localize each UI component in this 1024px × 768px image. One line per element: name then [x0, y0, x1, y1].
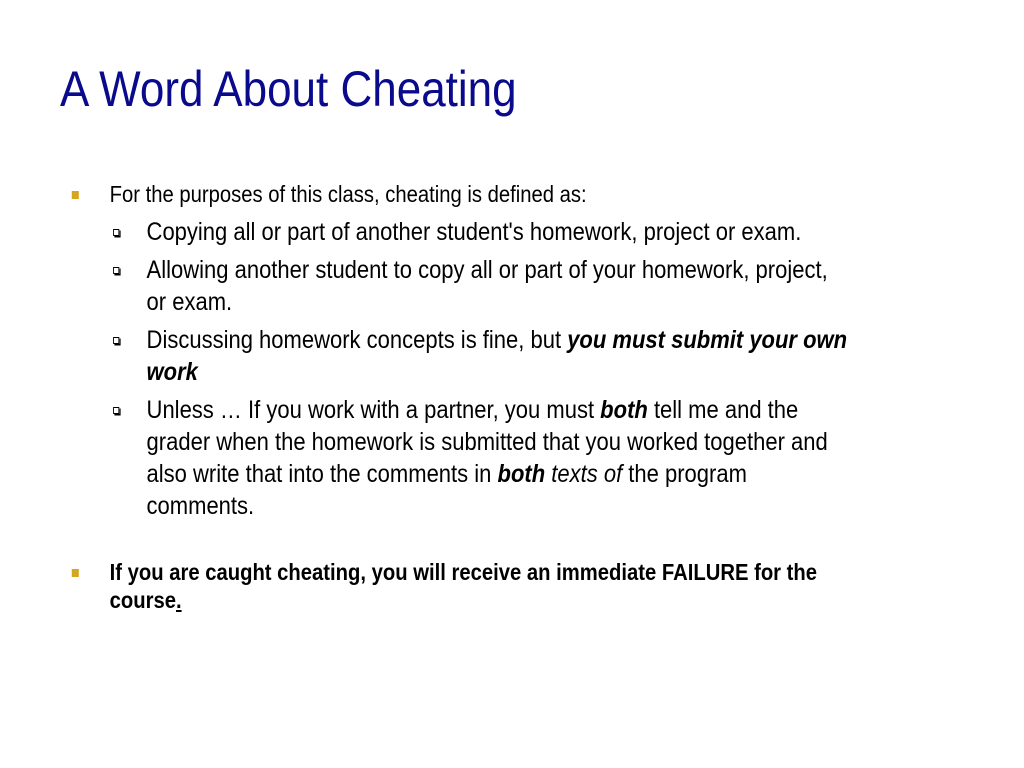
slide-title: A Word About Cheating	[60, 61, 517, 117]
hollow-square-bullet-icon	[113, 407, 119, 414]
sub-item-text: Unless … If you work with a partner, you must	[146, 396, 601, 424]
sub-item-text-middle: tell me and the grader when the homework is submitted that you worked together and also write that into the comments in	[146, 396, 828, 488]
sub-item-copying	[110, 216, 854, 248]
bullet-definition	[70, 180, 853, 522]
warning-text: If you are caught cheating, you will receive an immediate FAILURE for the course	[109, 559, 818, 613]
hollow-square-bullet-icon	[113, 267, 119, 274]
definition-text: For the purposes of this class, cheating is defined as:	[109, 181, 587, 207]
sub-item-emphasis-both-2: both	[497, 460, 546, 488]
bullet-warning	[70, 558, 853, 614]
sub-item-text: Allowing another student to copy all or part of your homework, project, or exam.	[146, 256, 828, 316]
sub-item-text-end: the program comments.	[146, 460, 747, 520]
sub-item-emphasis-both: both	[600, 396, 648, 424]
square-bullet-icon	[72, 569, 79, 577]
sub-item-allowing	[110, 254, 854, 318]
definition-sublist	[110, 216, 854, 522]
sub-item-discussing	[110, 324, 854, 388]
sub-item-emphasis: you must submit your own work	[146, 326, 848, 386]
sub-item-text: Discussing homework concepts is fine, but	[146, 326, 568, 354]
sub-item-text: Copying all or part of another student's homework, project or exam.	[146, 218, 802, 246]
sub-item-partner	[110, 394, 854, 522]
hollow-square-bullet-icon	[113, 337, 119, 344]
warning-trailing-period: .	[175, 587, 182, 613]
square-bullet-icon	[72, 191, 79, 199]
slide-body	[70, 180, 853, 614]
sub-item-italic-texts-of: texts of	[551, 460, 623, 488]
hollow-square-bullet-icon	[113, 229, 119, 236]
